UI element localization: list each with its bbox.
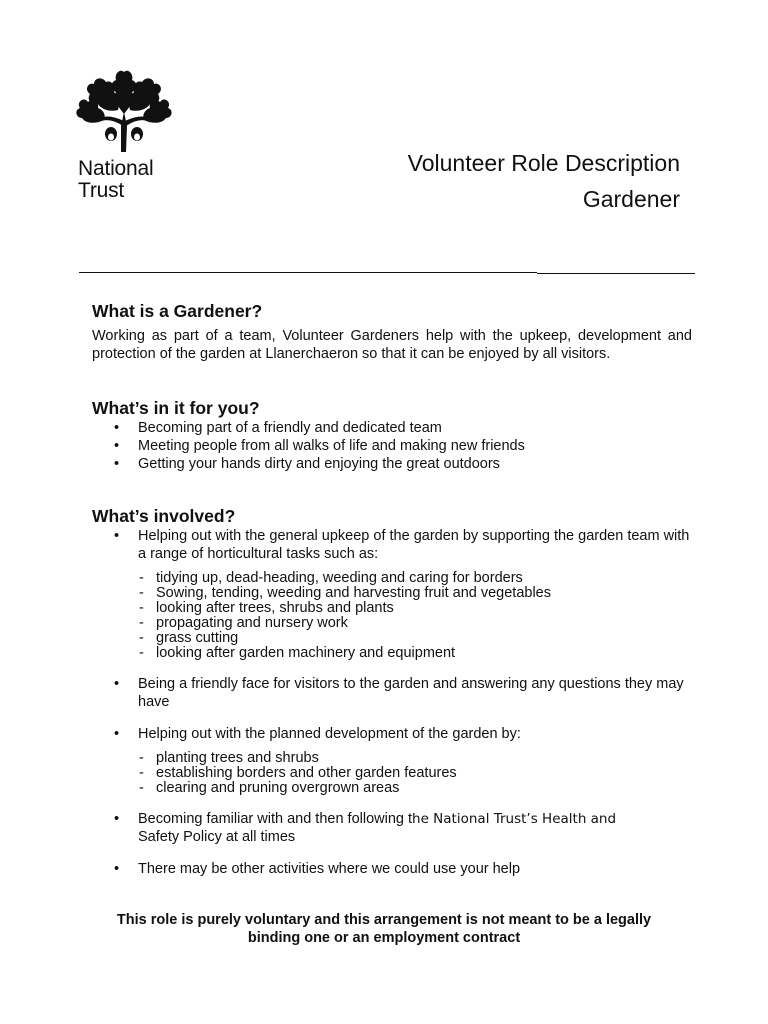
list-item: • There may be other activities where we could use your help bbox=[92, 860, 692, 878]
list-item: • Being a friendly face for visitors to the garden and answering any questions they may have bbox=[92, 675, 692, 711]
sub-list-item: - propagating and nursery work bbox=[138, 616, 692, 631]
section-involved bbox=[92, 505, 692, 878]
sub-list-item: - planting trees and shrubs bbox=[138, 751, 692, 766]
section-heading: What’s involved? bbox=[92, 506, 236, 526]
logo-line-1: National bbox=[78, 157, 154, 180]
document-title: Volunteer Role Description bbox=[407, 150, 680, 176]
logo-wordmark bbox=[78, 158, 153, 202]
list-item-text: Safety Policy at all times bbox=[138, 829, 296, 845]
sub-list-item: - tidying up, dead-heading, weeding and caring for borders bbox=[138, 571, 692, 586]
header-divider-left bbox=[79, 272, 537, 273]
list-item: • Meeting people from all walks of life and making new friends bbox=[92, 437, 692, 455]
document-subtitle: Gardener bbox=[582, 186, 680, 212]
sub-list-item: - looking after garden machinery and equipment bbox=[138, 646, 692, 661]
section-paragraph: Working as part of a team, Volunteer Gardeners help with the upkeep, development and protection of the garden at Llanerchaeron so that it can be enjoyed by all visitors. bbox=[92, 328, 692, 362]
sub-list-item: - establishing borders and other garden features bbox=[138, 766, 692, 781]
list-item-text: Becoming familiar with and then following t bbox=[138, 811, 413, 827]
national-trust-logo bbox=[74, 66, 184, 206]
section-what-is bbox=[92, 300, 692, 363]
duties-list bbox=[92, 527, 692, 878]
list-item-text: Helping out with the general upkeep of the garden by supporting the garden team with a range of horticultural tasks such as: bbox=[138, 528, 690, 562]
sub-list bbox=[138, 751, 692, 796]
sub-list-item: - looking after trees, shrubs and plants bbox=[138, 601, 692, 616]
document-title-block bbox=[408, 145, 680, 217]
sub-list bbox=[138, 571, 692, 661]
list-item bbox=[92, 810, 692, 846]
list-item bbox=[92, 527, 692, 661]
voluntary-disclaimer: This role is purely voluntary and this arrangement is not meant to be a legally binding one or an employment contract bbox=[116, 912, 652, 946]
sub-list-item: - Sowing, tending, weeding and harvesting fruit and vegetables bbox=[138, 586, 692, 601]
list-item bbox=[92, 725, 692, 796]
logo-line-2: Trust bbox=[78, 179, 125, 202]
section-benefits bbox=[92, 397, 692, 473]
header-divider-right bbox=[537, 273, 695, 274]
list-item-text: Helping out with the planned development of the garden by: bbox=[138, 726, 521, 742]
section-heading: What is a Gardener? bbox=[92, 301, 263, 321]
oak-leaf-icon bbox=[74, 66, 174, 154]
list-item-text-alt-font: he National Trust’s Health and bbox=[412, 811, 617, 827]
sub-list-item: - clearing and pruning overgrown areas bbox=[138, 781, 692, 796]
benefits-list bbox=[92, 419, 692, 473]
sub-list-item: - grass cutting bbox=[138, 631, 692, 646]
list-item: • Becoming part of a friendly and dedicated team bbox=[92, 419, 692, 437]
role-description-body bbox=[92, 300, 692, 888]
list-item: • Getting your hands dirty and enjoying the great outdoors bbox=[92, 455, 692, 473]
section-heading: What’s in it for you? bbox=[92, 398, 260, 418]
